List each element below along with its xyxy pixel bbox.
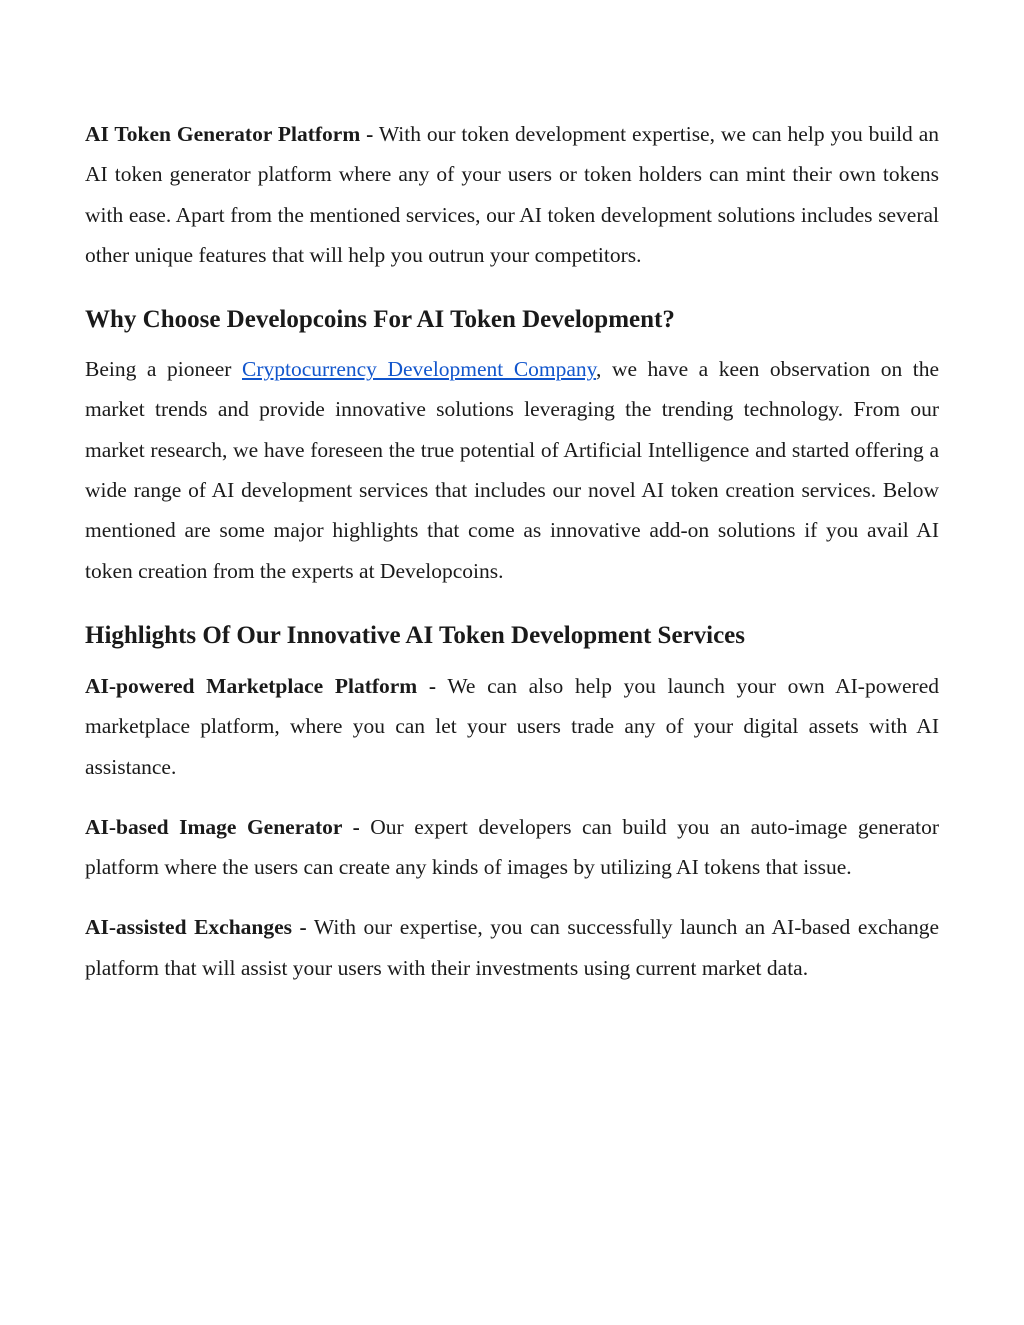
intro-paragraph xyxy=(85,114,939,275)
feature-text: With our expertise, you can successfully launch an AI-based exchange platform that will assist your users with their investments using current market data. xyxy=(85,915,940,980)
intro-text: With our token development expertise, we can help you build an AI token generator platform where any of your users or token holders can mint their own tokens with ease. Apart from the mentioned services, our AI token development solutions includes several other unique features that will help you outrun your competitors. xyxy=(85,122,939,267)
document-page xyxy=(85,114,939,1008)
feature-title: AI-assisted Exchanges - xyxy=(85,915,307,940)
highlights-heading: Highlights Of Our Innovative AI Token Development Services xyxy=(85,621,746,649)
feature-text: We can also help you launch your own AI-powered marketplace platform, where you can let your users trade any of your digital assets with AI assistance. xyxy=(85,673,939,779)
intro-title: AI Token Generator Platform - xyxy=(85,122,374,146)
why-choose-paragraph xyxy=(85,349,939,591)
cryptocurrency-development-company-link[interactable]: Cryptocurrency Development Company xyxy=(242,357,597,382)
feature-text: Our expert developers can build you an auto-image generator platform where the users can create any kinds of images by utilizing AI tokens that issue. xyxy=(85,814,939,880)
why-text-after: , we have a keen observation on the market trends and provide innovative solutions leveraging the trending technology. From our market research, we have foreseen the true potential of Artificial Intelligence and started offering a wide range of AI development services that includes our novel AI token creation services. Below mentioned are some major highlights that come as innovative add-on solutions if you avail AI token creation from the experts at Developcoins. xyxy=(85,357,940,583)
feature-exchanges xyxy=(85,907,939,988)
feature-title: AI-based Image Generator - xyxy=(85,814,360,839)
why-text-before: Being a pioneer xyxy=(85,357,232,382)
why-choose-heading: Why Choose Developcoins For AI Token Development? xyxy=(85,306,675,334)
feature-title: AI-powered Marketplace Platform - xyxy=(85,673,437,698)
feature-marketplace xyxy=(85,666,939,787)
feature-image-generator xyxy=(85,807,939,888)
